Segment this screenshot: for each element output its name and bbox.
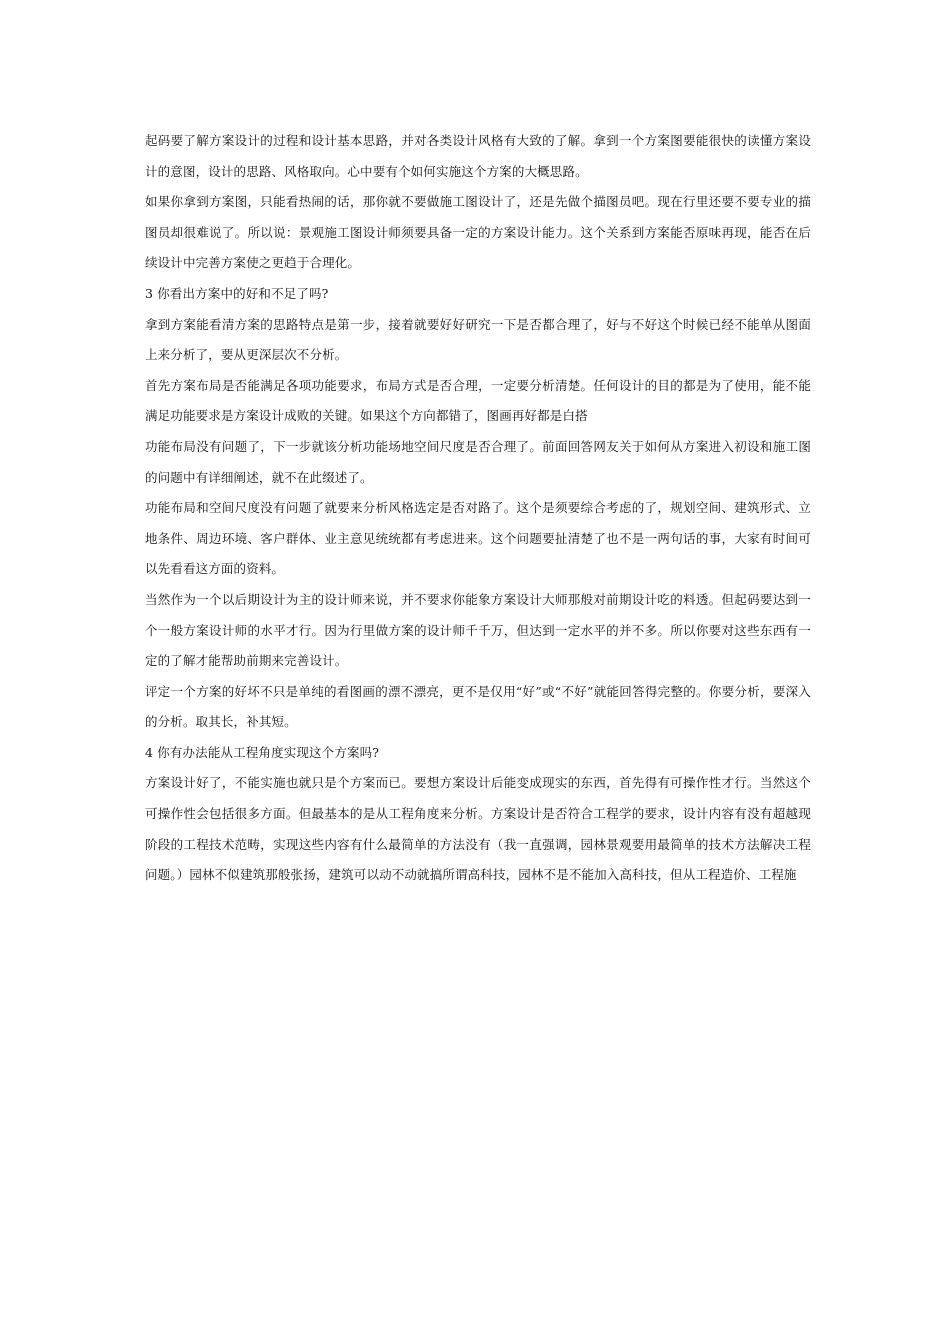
section-heading-3: 3 你看出方案中的好和不足了吗? — [145, 285, 329, 301]
paragraph-8: 评定一个方案的好坏不只是单纯的看图画的漂不漂亮，更不是仅用“好”或“不好”就能回答得完整的。你要分析，要深入的分析。取其长，补其短。 — [145, 683, 811, 730]
document-body — [145, 126, 811, 891]
paragraph-7: 当然作为一个以后期设计为主的设计师来说，并不要求你能象方案设计大师那般对前期设计吃的料透。但起码要达到一个一般方案设计师的水平才行。因为行里做方案的设计师千千万，但达到一定水平的并不多。所以你要对这些东西有一定的了解才能帮助前期来完善设计。 — [145, 591, 811, 669]
paragraph-3: 拿到方案能看清方案的思路特点是第一步，接着就要好好研究一下是否都合理了，好与不好这个时候已经不能单从图面上来分析了，要从更深层次不分析。 — [145, 316, 811, 363]
paragraph-4: 首先方案布局是否能满足各项功能要求，布局方式是否合理，一定要分析清楚。任何设计的目的都是为了使用，能不能满足功能要求是方案设计成败的关键。如果这个方向都错了，图画再好都是白搭 — [145, 377, 811, 424]
paragraph-1: 起码要了解方案设计的过程和设计基本思路，并对各类设计风格有大致的了解。拿到一个方案图要能很快的读懂方案设计的意图，设计的思路、风格取向。心中要有个如何实施这个方案的大概思路。 — [145, 133, 811, 179]
paragraph-2: 如果你拿到方案图，只能看热闹的话，那你就不要做施工图设计了，还是先做个描图员吧。现在行里还要不要专业的描图员却很难说了。所以说：景观施工图设计师须要具备一定的方案设计能力。这个关系到方案能否原味再现，能否在后续设计中完善方案使之更趋于合理化。 — [145, 194, 811, 271]
paragraph-9: 方案设计好了，不能实施也就只是个方案而已。要想方案设计后能变成现实的东西，首先得有可操作性才行。当然这个可操作性会包括很多方面。但最基本的是从工程角度来分析。方案设计是否符合工程学的要求，设计内容有没有超越现阶段的工程技术范畴，实现这些内容有什么最简单的方法没有（我一直强调，园林景观要用最简单的技术方法解决工程问题。）园林不似建筑那般张扬，建筑可以动不动就搞所谓高科技，园林不是不能加入高科技，但从工程造价、工程施 — [145, 775, 811, 883]
section-heading-4: 4 你有办法能从工程角度实现这个方案吗? — [145, 744, 380, 760]
paragraph-5: 功能布局没有问题了，下一步就该分析功能场地空间尺度是否合理了。前面回答网友关于如何从方案进入初设和施工图的问题中有详细阐述，就不在此缀述了。 — [145, 438, 811, 485]
paragraph-6: 功能布局和空间尺度没有问题了就要来分析风格选定是否对路了。这个是须要综合考虑的了，规划空间、建筑形式、立地条件、周边环境、客户群体、业主意见统统都有考虑进来。这个问题要扯清楚了也不是一两句话的事，大家有时间可以先看看这方面的资料。 — [145, 500, 811, 577]
